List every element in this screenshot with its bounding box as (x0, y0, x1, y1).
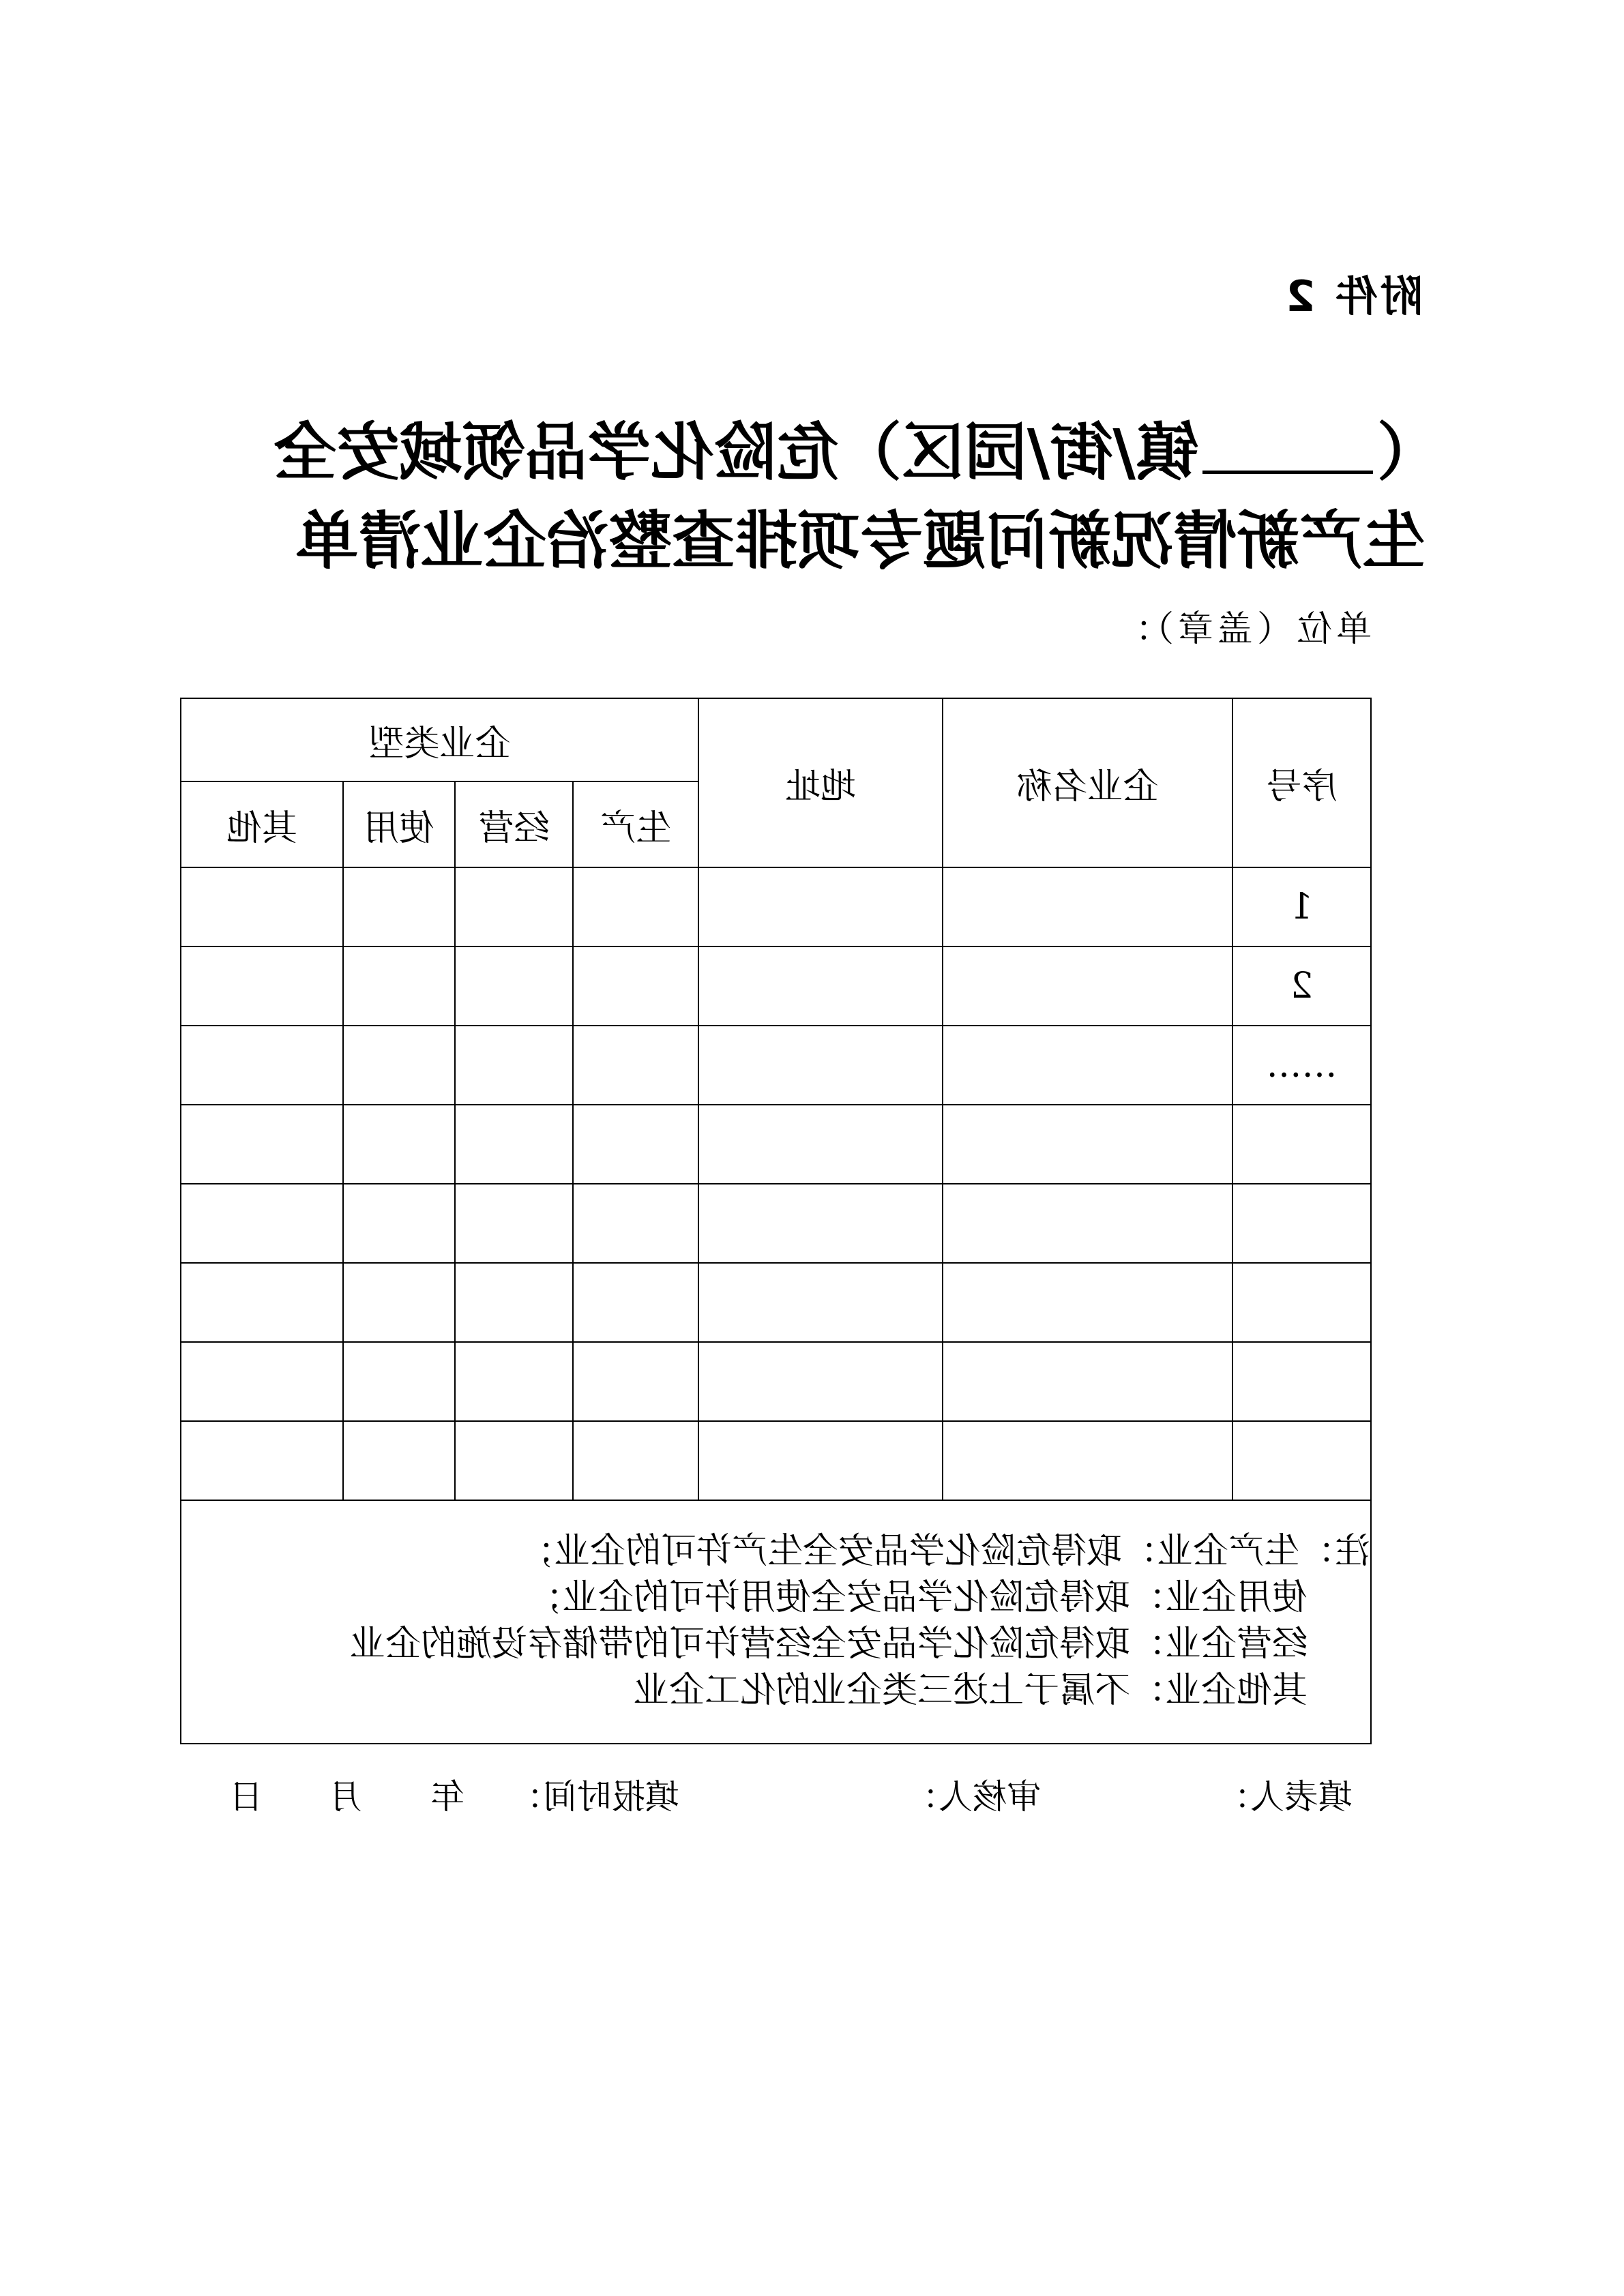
footer-day: 日 (229, 1777, 263, 1817)
cell-other[interactable] (181, 946, 343, 1026)
cell-production[interactable] (573, 946, 698, 1026)
cell-production[interactable] (573, 1421, 698, 1500)
cell-operation[interactable] (455, 1184, 573, 1263)
note-production: 注：生产企业：取得危险化学品安全生产许可的企业； (518, 1531, 1370, 1572)
cell-use[interactable] (343, 1105, 455, 1184)
cell-address[interactable] (698, 1342, 943, 1421)
cell-use[interactable] (343, 867, 455, 946)
note-use: 使用企业：取得危险化学品安全使用许可的企业； (527, 1577, 1308, 1618)
cell-operation[interactable] (455, 1263, 573, 1342)
cell-other[interactable] (181, 1342, 343, 1421)
table-row (181, 1342, 1371, 1421)
cell-address[interactable] (698, 1184, 943, 1263)
cell-other[interactable] (181, 1105, 343, 1184)
cell-name[interactable] (943, 867, 1232, 946)
cell-production[interactable] (573, 1342, 698, 1421)
footer-filler-label: 填表人： (1216, 1777, 1353, 1817)
cell-production[interactable] (573, 1263, 698, 1342)
table-row (181, 1184, 1371, 1263)
table-row (181, 867, 1371, 946)
header-type-other: 其他 (181, 781, 343, 867)
header-type-production: 生产 (573, 781, 698, 867)
header-address: 地址 (698, 698, 943, 867)
cell-name[interactable] (943, 1184, 1232, 1263)
title-line-1-text: 镇/街/园区）危险化学品领域安全 (274, 416, 1198, 489)
footer-fill-time-label: 填报时间： (509, 1777, 679, 1817)
cell-operation[interactable] (455, 1105, 573, 1184)
footer-reviewer-label: 审核人： (904, 1777, 1041, 1817)
cell-name[interactable] (943, 946, 1232, 1026)
cell-use[interactable] (343, 1263, 455, 1342)
cell-operation[interactable] (455, 1026, 573, 1105)
title-blank-underline (1202, 416, 1373, 474)
cell-seq (1232, 1184, 1371, 1263)
header-type: 企业类型 (181, 698, 698, 781)
cell-use[interactable] (343, 1184, 455, 1263)
attachment-label: 附件 2 (1283, 271, 1423, 321)
cell-address[interactable] (698, 867, 943, 946)
header-type-use: 使用 (343, 781, 455, 867)
cell-name[interactable] (943, 1105, 1232, 1184)
title-open-paren: （ (1376, 416, 1440, 489)
note-operation: 经营企业：取得危险化学品安全经营许可的带储存设施的企业 (349, 1624, 1308, 1665)
header-type-operation: 经营 (455, 781, 573, 867)
cell-use[interactable] (343, 946, 455, 1026)
table-notes (181, 1500, 1371, 1744)
cell-seq: 2 (1232, 946, 1371, 1026)
cell-operation[interactable] (455, 1421, 573, 1500)
cell-production[interactable] (573, 867, 698, 946)
note-other: 其他企业：不属于上述三类企业的化工企业 (633, 1670, 1308, 1711)
cell-seq: …… (1232, 1026, 1371, 1105)
cell-other[interactable] (181, 1263, 343, 1342)
cell-use[interactable] (343, 1342, 455, 1421)
unit-seal-label: 单位（盖章）： (1112, 609, 1372, 650)
cell-address[interactable] (698, 1263, 943, 1342)
table-row (181, 1105, 1371, 1184)
table-row (181, 1263, 1371, 1342)
cell-seq (1232, 1105, 1371, 1184)
cell-other[interactable] (181, 1184, 343, 1263)
cell-production[interactable] (573, 1026, 698, 1105)
cell-other[interactable] (181, 1026, 343, 1105)
cell-seq (1232, 1263, 1371, 1342)
cell-other[interactable] (181, 867, 343, 946)
cell-seq (1232, 1421, 1371, 1500)
cell-name[interactable] (943, 1421, 1232, 1500)
footer-month: 月 (328, 1777, 362, 1817)
cell-production[interactable] (573, 1184, 698, 1263)
cell-operation[interactable] (455, 946, 573, 1026)
cell-address[interactable] (698, 1026, 943, 1105)
enterprise-table (180, 698, 1372, 1744)
cell-name[interactable] (943, 1026, 1232, 1105)
title-line-1 (274, 402, 1440, 492)
cell-use[interactable] (343, 1421, 455, 1500)
title-line-2: 生产新情况新问题专项排查整治企业清单 (295, 505, 1426, 578)
table-row (181, 1421, 1371, 1500)
cell-production[interactable] (573, 1105, 698, 1184)
cell-use[interactable] (343, 1026, 455, 1105)
cell-other[interactable] (181, 1421, 343, 1500)
cell-address[interactable] (698, 946, 943, 1026)
cell-address[interactable] (698, 1421, 943, 1500)
cell-operation[interactable] (455, 867, 573, 946)
cell-operation[interactable] (455, 1342, 573, 1421)
header-name: 企业名称 (943, 698, 1232, 867)
header-seq: 序号 (1232, 698, 1371, 867)
cell-seq: 1 (1232, 867, 1371, 946)
cell-address[interactable] (698, 1105, 943, 1184)
footer-year: 年 (430, 1777, 464, 1817)
cell-name[interactable] (943, 1342, 1232, 1421)
table-row (181, 1026, 1371, 1105)
cell-name[interactable] (943, 1263, 1232, 1342)
cell-seq (1232, 1342, 1371, 1421)
table-row (181, 946, 1371, 1026)
